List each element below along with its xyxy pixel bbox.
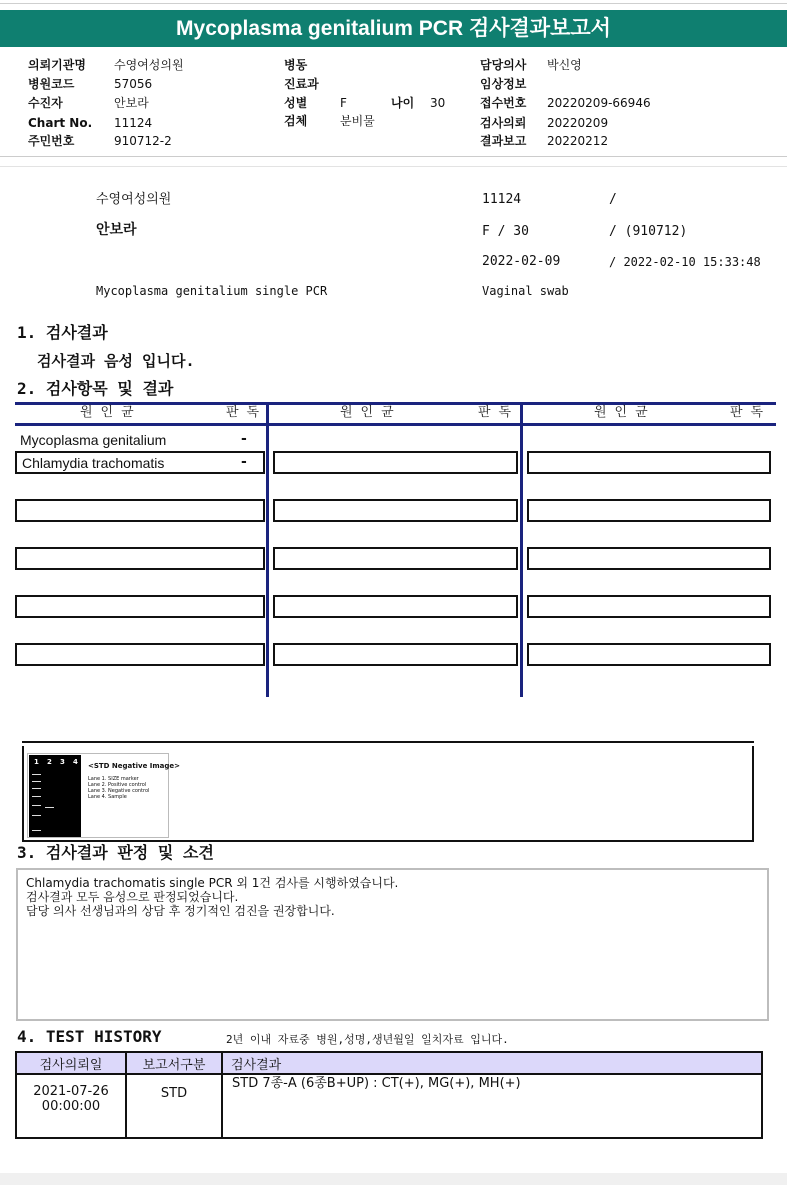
history-result: STD 7종-A (6종B+UP) : CT(+), MG(+), MH(+) (222, 1074, 762, 1138)
clinical-label: 임상정보 (480, 77, 527, 91)
organism-name: Mycoplasma genitalium (20, 432, 167, 448)
history-col-date: 검사의뢰일 (16, 1052, 126, 1074)
col-organism-3: 원인균 (594, 405, 656, 420)
result-cell (15, 643, 265, 666)
col-organism-2: 원인균 (340, 405, 402, 420)
result-cell (273, 643, 518, 666)
col-judgement-3: 판독 (730, 405, 772, 420)
gel-legend-item: Lane 3. Negative control (88, 788, 150, 794)
header-divider-2 (0, 166, 787, 167)
positive-band (45, 807, 54, 808)
lane-number: 1 (34, 758, 39, 766)
pb-request-date: 2022-02-09 (482, 254, 561, 269)
request-value: 20220209 (547, 116, 609, 130)
chart-value: 11124 (114, 116, 153, 130)
opinion-line: Chlamydia trachomatis single PCR 외 1건 검사를 시행하였습니다. (26, 876, 399, 890)
opinion-line: 담당 의사 선생님과의 상담 후 정기적인 검진을 권장합니다. (26, 904, 335, 918)
gel-image (27, 753, 181, 838)
top-rule (0, 3, 787, 4)
result-cell (15, 595, 265, 618)
age-label: 나이 (391, 96, 415, 110)
hospital-value: 수영여성의원 (114, 58, 184, 72)
result-cell (527, 643, 771, 666)
pb-specimen: Vaginal swab (482, 284, 569, 298)
result-cell (527, 547, 771, 570)
ward-label: 병동 (284, 58, 308, 72)
marker-band (32, 796, 41, 797)
history-note: 2년 이내 자료중 병원,성명,생년월일 일치자료 입니다. (226, 1033, 509, 1046)
lane-number: 3 (60, 758, 65, 766)
result-cell (15, 499, 265, 522)
request-label: 검사의뢰 (480, 116, 527, 130)
report-value: 20220212 (547, 134, 609, 148)
result-cell (527, 499, 771, 522)
history-time: 00:00:00 (41, 1099, 101, 1114)
result-cell (527, 451, 771, 474)
gel-photo (29, 755, 81, 837)
footer-bar (0, 1173, 787, 1185)
code-value: 57056 (114, 77, 153, 91)
result-cell (273, 499, 518, 522)
doctor-label: 담당의사 (480, 58, 527, 72)
section3-title: 3. 검사결과 판정 및 소견 (17, 843, 214, 862)
opinion-box (16, 868, 769, 1021)
chart-label: Chart No. (28, 116, 93, 130)
age-value: 30 (430, 96, 446, 110)
table-row (16, 1074, 762, 1138)
id-label: 주민번호 (28, 134, 75, 148)
pb-birth: / (910712) (609, 224, 688, 239)
sex-label: 성별 (284, 96, 308, 110)
marker-band (32, 781, 41, 782)
dept-label: 진료과 (284, 77, 319, 91)
table-divider-2 (520, 402, 523, 697)
history-header-row (16, 1052, 762, 1074)
marker-band (32, 830, 41, 831)
gel-legend-title: <STD Negative Image> (88, 762, 181, 770)
history-table (15, 1051, 763, 1139)
history-col-type: 보고서구분 (126, 1052, 222, 1074)
section4-title: 4. TEST HISTORY (17, 1027, 162, 1046)
result-cell (273, 595, 518, 618)
opinion-line: 검사결과 모두 음성으로 판정되었습니다. (26, 890, 239, 904)
table-header-rule (15, 423, 776, 426)
sex-value: F (340, 96, 347, 110)
result-cell (527, 595, 771, 618)
header-divider (0, 156, 787, 157)
organism-result: - (241, 454, 247, 470)
image-rule (22, 741, 754, 743)
lane-number: 2 (47, 758, 52, 766)
history-date: 2021-07-26 (33, 1084, 109, 1099)
result-cell (15, 547, 265, 570)
history-col-result: 검사결과 (222, 1052, 762, 1074)
specimen-label: 검체 (284, 114, 308, 128)
receipt-label: 접수번호 (480, 96, 527, 110)
marker-band (32, 774, 41, 775)
result-cell (273, 547, 518, 570)
pb-sex-age: F / 30 (482, 224, 529, 239)
marker-band (32, 788, 41, 789)
section2-title: 2. 검사항목 및 결과 (17, 379, 174, 398)
doctor-value: 박신영 (547, 58, 582, 72)
pb-slash: / (609, 192, 617, 207)
hospital-label: 의뢰기관명 (28, 58, 86, 72)
pb-name: 안보라 (96, 222, 137, 238)
organism-name: Chlamydia trachomatis (22, 455, 165, 471)
col-organism-1: 원인균 (80, 405, 142, 420)
gel-legend-item: Lane 2. Positive control (88, 782, 147, 788)
col-judgement-2: 판독 (478, 405, 520, 420)
id-value: 910712-2 (114, 134, 172, 148)
section1-result: 검사결과 음성 입니다. (37, 352, 195, 370)
history-type: STD (126, 1074, 222, 1138)
lane-number: 4 (73, 758, 78, 766)
marker-band (32, 805, 41, 806)
gel-legend-item: Lane 1. SIZE marker (88, 776, 139, 782)
pb-chart: 11124 (482, 192, 522, 207)
report-title: Mycoplasma genitalium PCR 검사결과보고서 (0, 10, 787, 47)
section1-title: 1. 검사결과 (17, 323, 108, 342)
patient-label: 수진자 (28, 96, 63, 110)
gel-legend-item: Lane 4. Sample (88, 794, 127, 800)
pb-test-name: Mycoplasma genitalium single PCR (96, 284, 328, 298)
pb-report-datetime: / 2022-02-10 15:33:48 (609, 255, 761, 269)
code-label: 병원코드 (28, 77, 75, 91)
col-judgement-1: 판독 (226, 405, 268, 420)
report-label: 결과보고 (480, 134, 527, 148)
table-divider-1 (266, 402, 269, 697)
organism-result: - (241, 431, 247, 447)
patient-value: 안보라 (114, 96, 149, 110)
specimen-value: 분비물 (340, 114, 375, 128)
result-cell (273, 451, 518, 474)
pb-hospital: 수영여성의원 (96, 192, 172, 207)
receipt-value: 20220209-66946 (547, 96, 651, 110)
history-date-cell (16, 1074, 126, 1138)
marker-band (32, 815, 41, 816)
